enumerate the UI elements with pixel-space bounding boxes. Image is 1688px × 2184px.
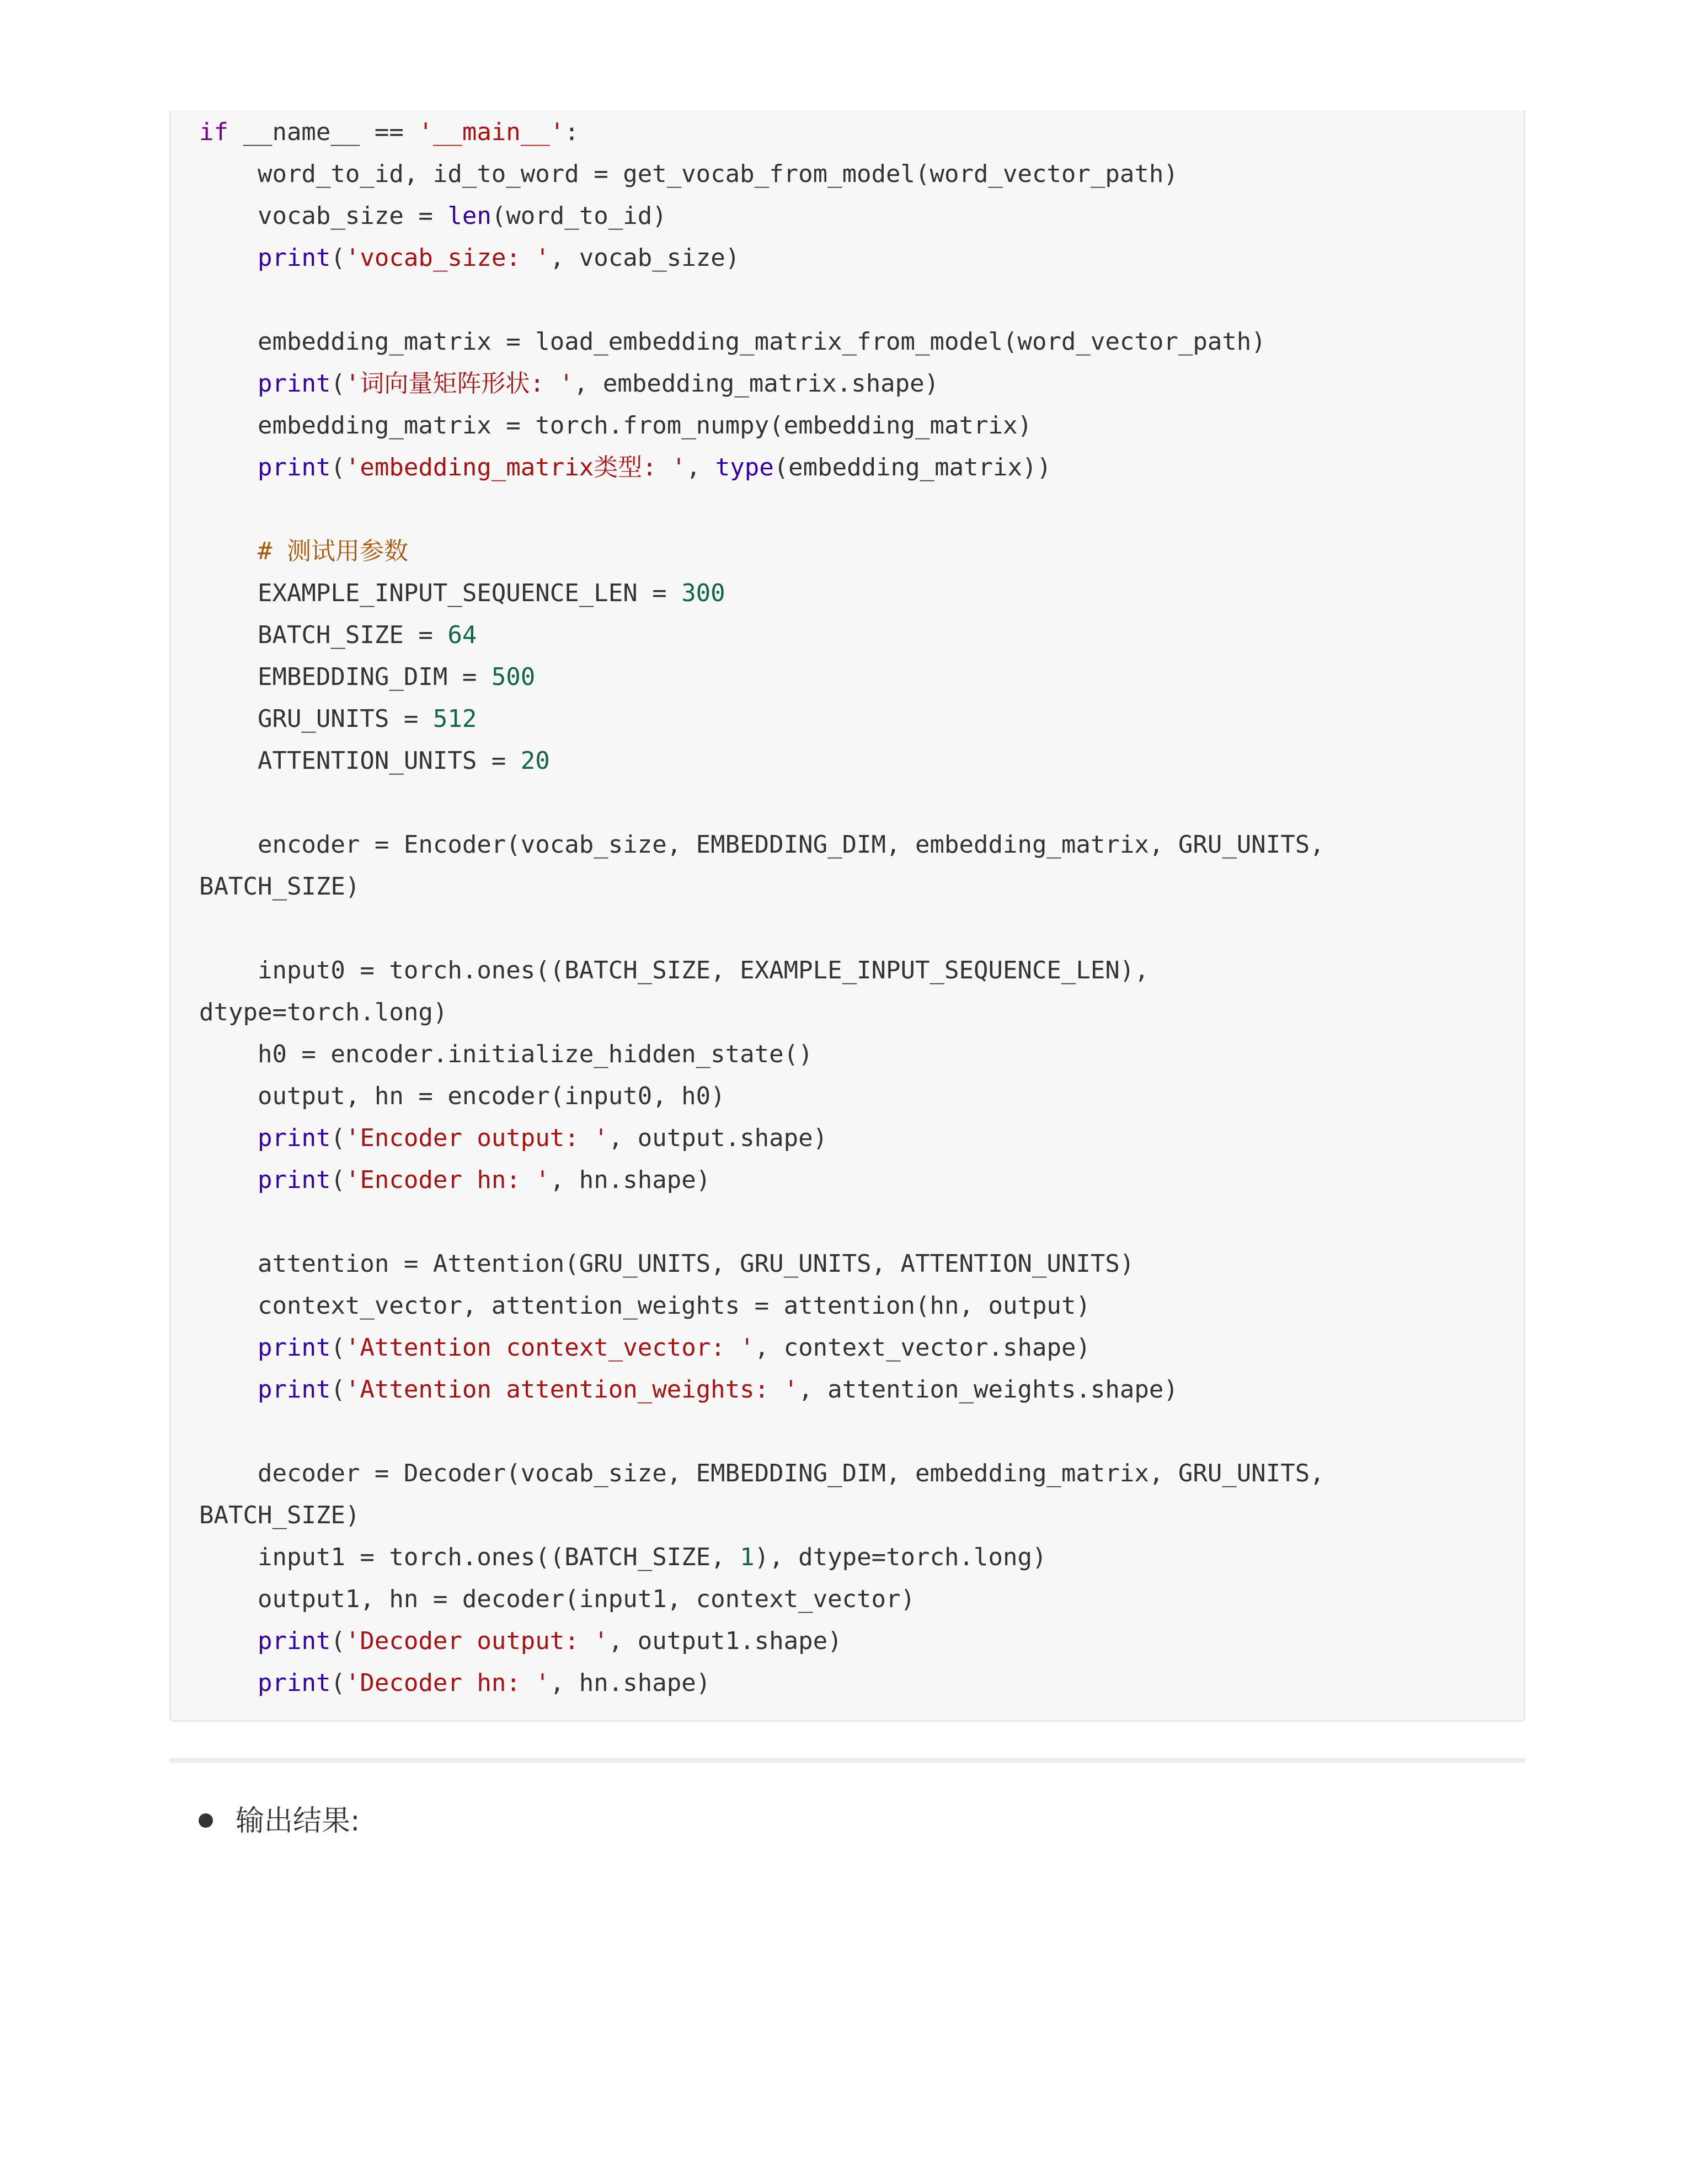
code-token: 300 — [681, 579, 725, 607]
code-token: print — [257, 370, 331, 398]
code-line — [199, 1369, 1178, 1411]
code-line — [199, 321, 1266, 363]
code-token: 'Decoder hn: ' — [345, 1669, 550, 1697]
code-line — [199, 1159, 711, 1201]
code-token: ( — [330, 1124, 345, 1152]
code-line — [199, 153, 1178, 195]
code-token: 'Encoder hn: ' — [345, 1166, 550, 1194]
code-token: encoder = Encoder(vocab_size, EMBEDDING_DIM, embedding_matrix, GRU_UNITS, — [199, 831, 1324, 859]
code-token: BATCH_SIZE) — [199, 872, 360, 901]
code-token: vocab_size = — [199, 202, 448, 230]
code-token: 'Encoder output: ' — [345, 1124, 608, 1152]
code-token: input1 = torch.ones((BATCH_SIZE, — [199, 1543, 740, 1571]
code-line — [199, 237, 740, 279]
code-token: 500 — [491, 663, 536, 691]
code-line — [199, 1620, 842, 1662]
code-line — [199, 195, 667, 237]
code-line — [199, 111, 579, 153]
code-token: GRU_UNITS = — [199, 705, 433, 733]
code-token: print — [257, 453, 331, 481]
code-token: , attention_weights.shape) — [798, 1375, 1178, 1404]
code-token: ATTENTION_UNITS = — [199, 747, 521, 775]
code-token: ( — [330, 1669, 345, 1697]
code-token: , output.shape) — [608, 1124, 828, 1152]
code-line — [199, 447, 1051, 489]
code-token: 'Decoder output: ' — [345, 1627, 608, 1655]
code-line — [199, 992, 447, 1034]
code-token: 'vocab_size: ' — [345, 244, 550, 272]
code-token: word_to_id, id_to_word = get_vocab_from_model(word_vector_path) — [199, 160, 1178, 188]
code-token: type — [715, 453, 774, 481]
code-line — [199, 656, 535, 698]
code-token: print — [257, 1166, 331, 1194]
code-token: , — [686, 453, 715, 481]
code-token: '__main__' — [418, 118, 565, 146]
code-line — [199, 1034, 813, 1075]
code-token: EXAMPLE_INPUT_SEQUENCE_LEN = — [199, 579, 682, 607]
code-token: 1 — [740, 1543, 755, 1571]
code-line — [199, 1537, 1046, 1578]
code-line — [199, 1327, 1091, 1369]
code-token: len — [447, 202, 492, 230]
bullet-item-text: 输出结果: — [236, 1805, 360, 1838]
code-token: : — [564, 118, 579, 146]
code-line — [199, 698, 477, 740]
code-token: dtype=torch.long) — [199, 998, 448, 1026]
code-token: 64 — [447, 621, 477, 649]
code-token: ( — [330, 370, 345, 398]
code-token: , hn.shape) — [549, 1669, 711, 1697]
code-token: if — [199, 118, 228, 146]
code-token: __name__ == — [228, 118, 419, 146]
code-token — [199, 1375, 258, 1404]
code-token — [199, 1124, 258, 1152]
code-token — [199, 370, 258, 398]
code-line — [199, 1285, 1091, 1327]
code-token: 20 — [520, 747, 550, 775]
code-line — [199, 572, 725, 614]
code-token: decoder = Decoder(vocab_size, EMBEDDING_DIM, embedding_matrix, GRU_UNITS, — [199, 1459, 1324, 1487]
code-token: output, hn = encoder(input0, h0) — [199, 1082, 725, 1110]
code-line — [199, 1495, 360, 1537]
code-line — [199, 1075, 725, 1117]
code-token — [199, 1627, 258, 1655]
code-line — [199, 740, 550, 782]
code-token: 'Attention context_vector: ' — [345, 1334, 755, 1362]
code-token: '词向量矩阵形状: ' — [345, 370, 574, 398]
code-token: 'Attention attention_weights: ' — [345, 1375, 799, 1404]
code-token: embedding_matrix = load_embedding_matrix_from_model(word_vector_path) — [199, 328, 1266, 356]
code-token: ( — [330, 1627, 345, 1655]
code-line — [199, 824, 1324, 866]
code-token: , vocab_size) — [549, 244, 740, 272]
code-token — [199, 1166, 258, 1194]
code-line — [199, 614, 477, 656]
code-token: ( — [330, 1334, 345, 1362]
code-token: (embedding_matrix)) — [773, 453, 1052, 481]
code-token: print — [257, 1669, 331, 1697]
code-token: print — [257, 1375, 331, 1404]
code-token: # 测试用参数 — [257, 537, 408, 565]
code-token: , hn.shape) — [549, 1166, 711, 1194]
code-token: (word_to_id) — [491, 202, 667, 230]
bullet-icon — [199, 1813, 213, 1828]
code-line — [199, 866, 360, 908]
code-token: ( — [330, 1166, 345, 1194]
code-token: ( — [330, 1375, 345, 1404]
code-token: attention = Attention(GRU_UNITS, GRU_UNITS, ATTENTION_UNITS) — [199, 1250, 1135, 1278]
code-token — [199, 537, 258, 565]
code-line — [199, 405, 1032, 447]
code-token: h0 = encoder.initialize_hidden_state() — [199, 1040, 813, 1068]
code-line — [199, 1578, 915, 1620]
code-token: embedding_matrix = torch.from_numpy(embedding_matrix) — [199, 411, 1032, 440]
code-line — [199, 950, 1149, 992]
code-token: 'embedding_matrix类型: ' — [345, 453, 686, 481]
code-token — [199, 1334, 258, 1362]
code-token: print — [257, 1627, 331, 1655]
code-token: ( — [330, 453, 345, 481]
code-line — [199, 363, 939, 405]
code-token: , output1.shape) — [608, 1627, 842, 1655]
code-line — [199, 1243, 1134, 1285]
code-token: BATCH_SIZE = — [199, 621, 448, 649]
code-line — [199, 1453, 1324, 1495]
code-token: , embedding_matrix.shape) — [573, 370, 939, 398]
code-line — [199, 531, 408, 572]
code-line — [199, 1662, 711, 1704]
code-token — [199, 244, 258, 272]
code-line — [199, 1117, 827, 1159]
code-token: output1, hn = decoder(input1, context_vector) — [199, 1585, 916, 1613]
code-token: ), dtype=torch.long) — [754, 1543, 1047, 1571]
code-token — [199, 1669, 258, 1697]
code-token: BATCH_SIZE) — [199, 1501, 360, 1529]
code-token: context_vector, attention_weights = attention(hn, output) — [199, 1292, 1091, 1320]
code-token — [199, 453, 258, 481]
code-block — [169, 110, 1525, 1722]
code-token: 512 — [432, 705, 477, 733]
code-token: EMBEDDING_DIM = — [199, 663, 492, 691]
code-token: ( — [330, 244, 345, 272]
code-token: print — [257, 244, 331, 272]
code-token: print — [257, 1124, 331, 1152]
code-token: print — [257, 1334, 331, 1362]
code-token: , context_vector.shape) — [754, 1334, 1091, 1362]
code-token: input0 = torch.ones((BATCH_SIZE, EXAMPLE_INPUT_SEQUENCE_LEN), — [199, 956, 1149, 984]
horizontal-rule — [169, 1758, 1525, 1763]
